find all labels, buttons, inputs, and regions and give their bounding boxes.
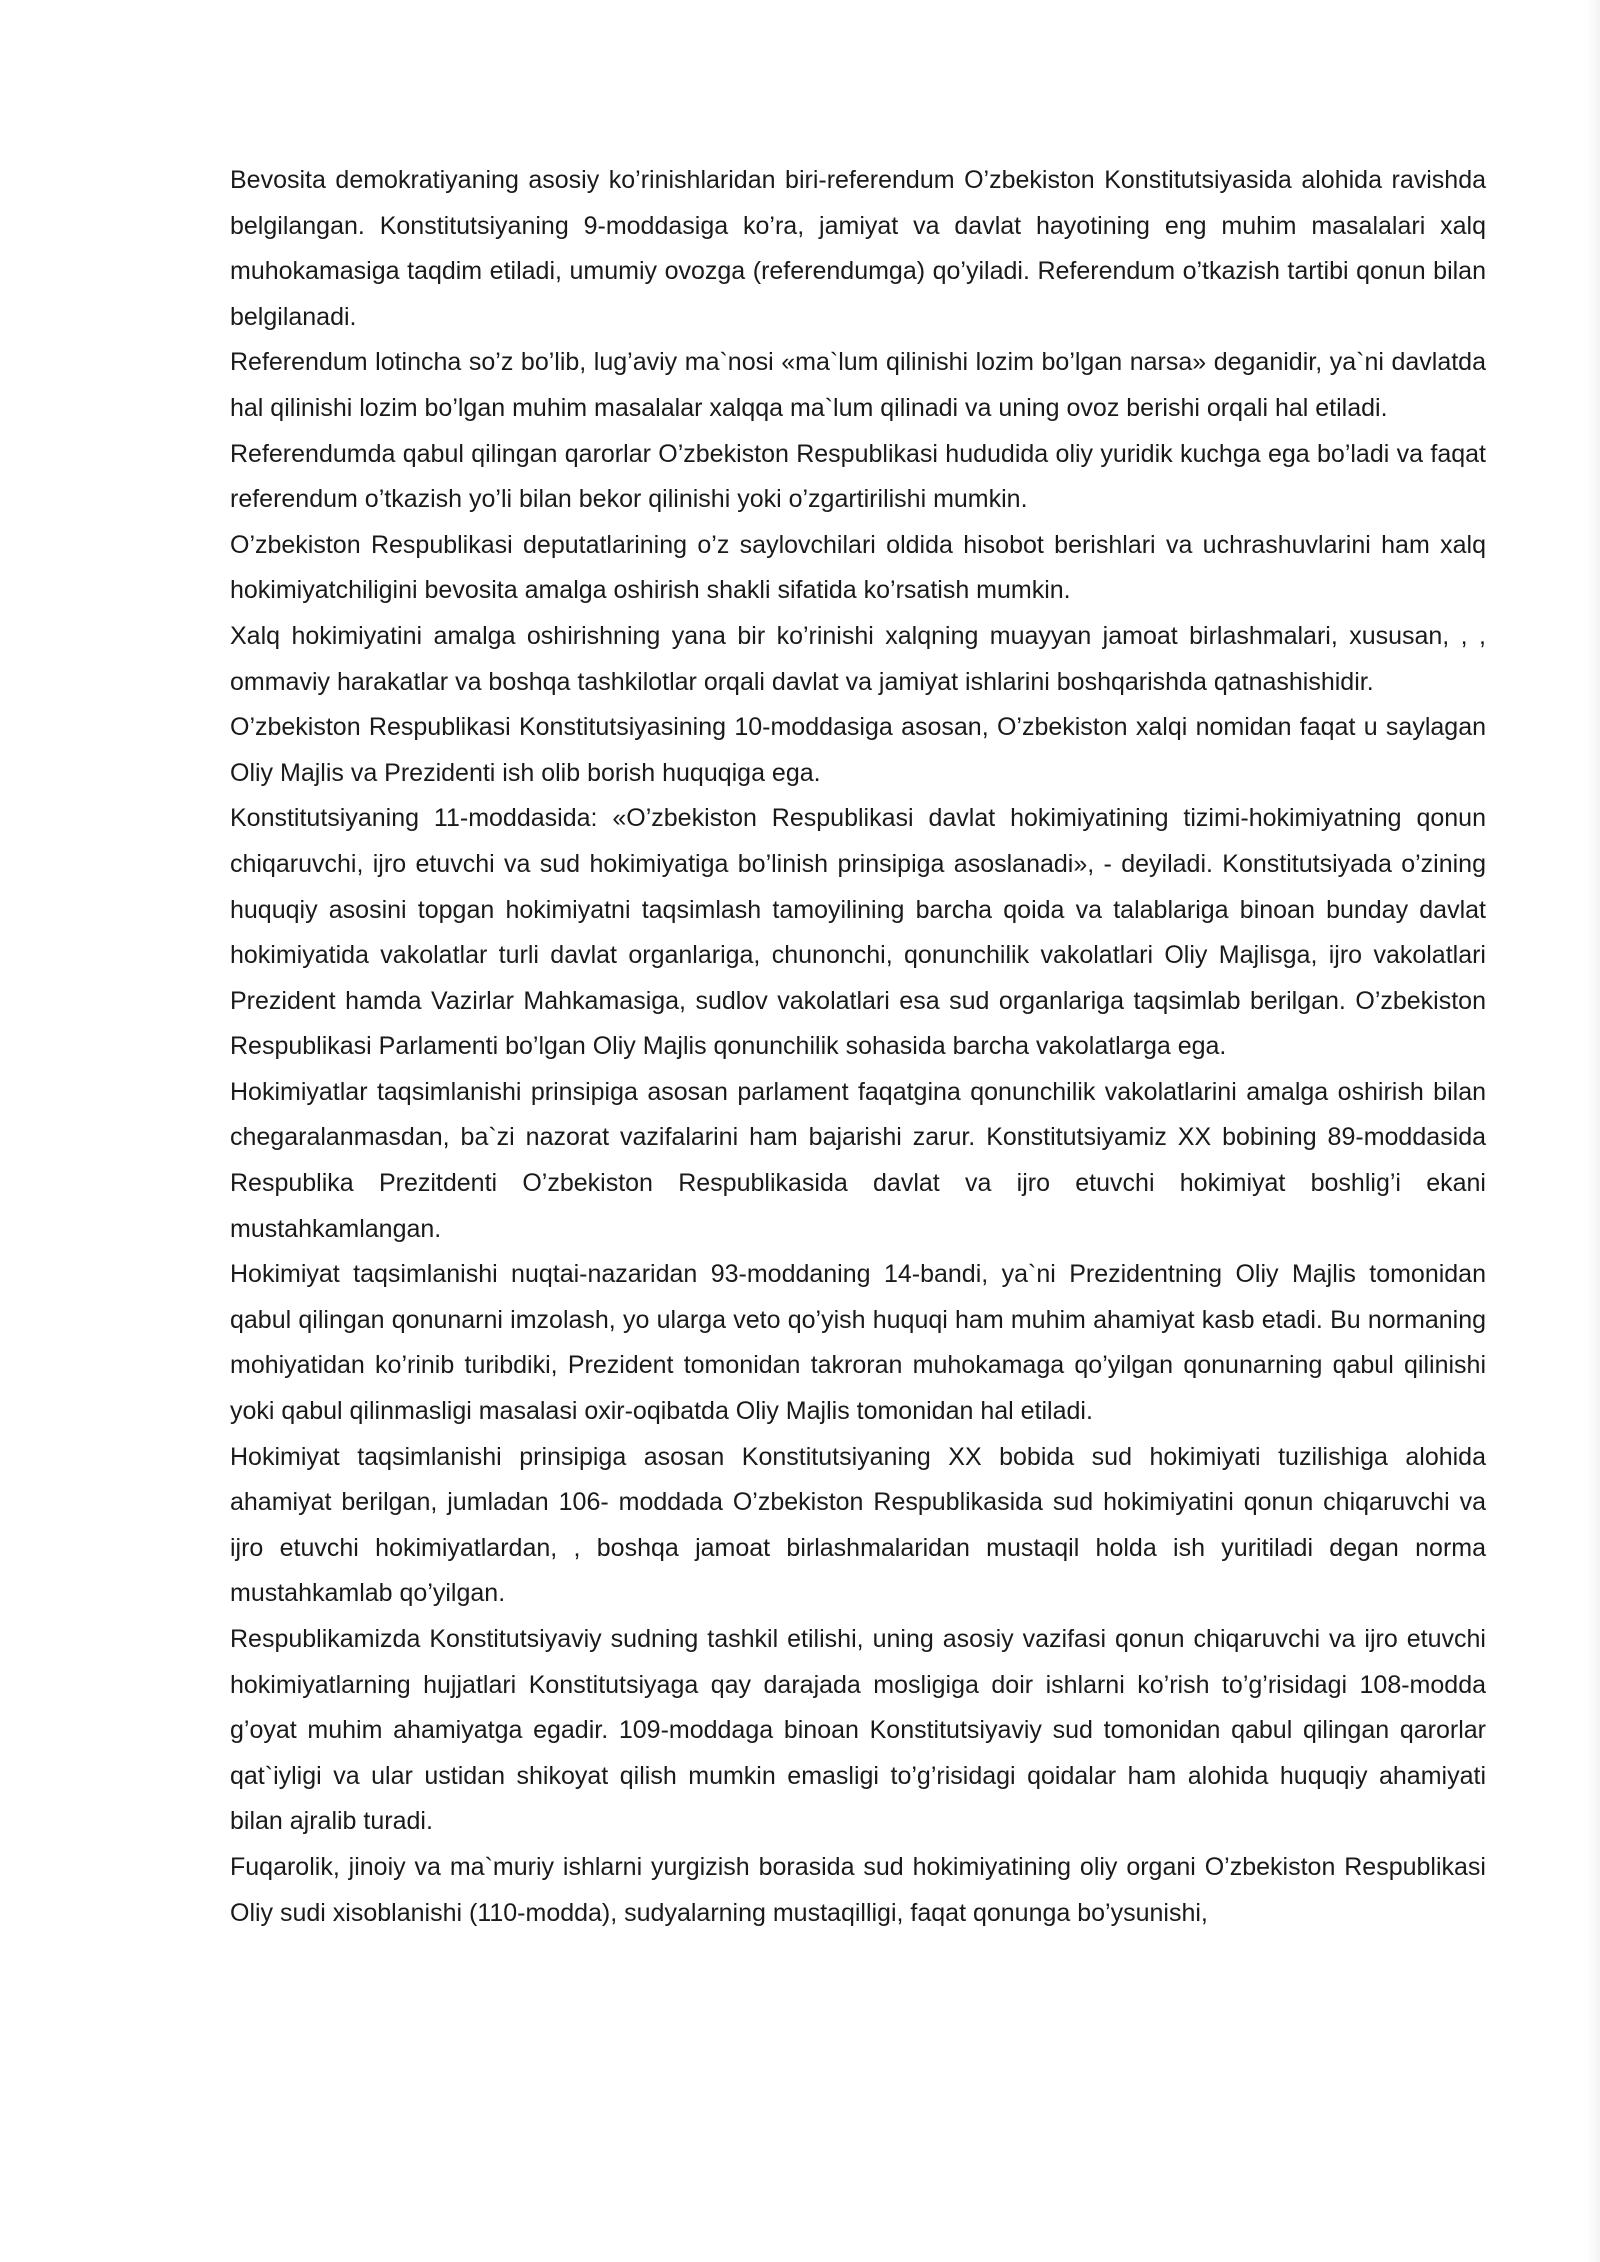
paragraph-separation-parliament: Hokimiyatlar taqsimlanishi prinsipiga asosan parlament faqatgina qonunchilik vakolatlarini amalga oshirish bilan chegaralanmasdan, ba`zi nazorat vazifalarini ham bajarishi zarur. Konstitutsiyamiz XX bobining 89-moddasida Respublika Prezitdenti O’zbekiston Respublikasida davlat va ijro etuvchi hokimiyat boshlig’i ekani mustahkamlangan. — [230, 1077, 1486, 1243]
paragraph-deputies: O’zbekiston Respublikasi deputatlarining o’z saylovchilari oldida hisobot berishlari va uchrashuvlarini ham xalq hokimiyatchiligini bevosita amalga oshirish shakli sifatida ko’rsatish mumkin. — [230, 530, 1486, 605]
paragraph-article-93: Hokimiyat taqsimlanishi nuqtai-nazaridan 93-moddaning 14-bandi, ya`ni Prezidentning Oliy Majlis tomonidan qabul qilingan qonunarni imzolash, yo ularga veto qo’yish huquqi ham muhim ahamiyat kasb etadi. Bu normaning mohiyatidan ko’rinib turibdiki, Prezident tomonidan takroran muhokamaga qo’yilgan qonunarning qabul qilinishi yoki qabul qilinmasligi masalasi oxir-oqibatda Oliy Majlis tomonidan hal etiladi. — [230, 1260, 1486, 1426]
paragraph-judicial-power: Hokimiyat taqsimlanishi prinsipiga asosan Konstitutsiyaning XX bobida sud hokimiyati tuzilishiga alohida ahamiyat berilgan, jumladan 106- moddada O’zbekiston Respublikasida sud hokimiyatini qonun chiqaruvchi va ijro etuvchi hokimiyatlardan, , boshqa jamoat birlashmalaridan mustaqil holda ish yuritiladi degan norma mustahkamlab qo’yilgan. — [230, 1442, 1486, 1608]
paragraph-constitutional-court: Respublikamizda Konstitutsiyaviy sudning tashkil etilishi, uning asosiy vazifasi qonun chiqaruvchi va ijro etuvchi hokimiyatlarning hujjatlari Konstitutsiyaga qay darajada mosligiga doir ishlarni ko’rish to’g’risidagi 108-modda g’oyat muhim ahamiyatga egadir. 109-moddaga binoan Konstitutsiyaviy sud tomonidan qabul qilingan qarorlar qat`iyligi va ular ustidan shikoyat qilish mumkin emasligi to’g’risidagi qoidalar ham alohida huquqiy ahamiyati bilan ajralib turadi. — [230, 1625, 1486, 1836]
paragraph-referendum-intro: Bevosita demokratiyaning asosiy ko’rinishlaridan biri-referendum O’zbekiston Konstitutsiyasida alohida ravishda belgilangan. Konstitutsiyaning 9-moddasiga ko’ra, jamiyat va davlat hayotining eng muhim masalalari xalq muhokamasiga taqdim etiladi, umumiy ovozga (referendumga) qo’yiladi. Referendum o’tkazish tartibi qonun bilan belgilanadi. — [230, 166, 1486, 331]
paragraph-article-10: O’zbekiston Respublikasi Konstitutsiyasining 10-moddasiga asosan, O’zbekiston xalqi nomidan faqat u saylagan Oliy Majlis va Prezidenti ish olib borish huquqiga ega. — [230, 713, 1486, 787]
paragraph-referendum-force: Referendumda qabul qilingan qarorlar O’zbekiston Respublikasi hududida oliy yuridik kuchga ega bo’ladi va faqat referendum o’tkazish yo’li bilan bekor qilinishi yoki o’zgartirilishi mumkin. — [230, 439, 1486, 514]
paragraph-supreme-court: Fuqarolik, jinoiy va ma`muriy ishlarni yurgizish borasida sud hokimiyatining oliy organi O’zbekiston Respublikasi Oliy sudi xisoblanishi (110-modda), sudyalarning mustaqilligi, faqat qonunga bo’ysunishi, — [230, 1852, 1486, 1927]
paragraph-referendum-meaning: Referendum lotincha so’z bo’lib, lug’aviy ma`nosi «ma`lum qilinishi lozim bo’lgan narsa» deganidir, ya`ni davlatda hal qilinishi lozim bo’lgan muhim masalalar xalqqa ma`lum qilinadi va uning ovoz berishi orqali hal etiladi. — [230, 348, 1486, 422]
page-edge-shadow — [1586, 0, 1600, 2262]
paragraph-public-associations: Xalq hokimiyatini amalga oshirishning yana bir ko’rinishi xalqning muayyan jamoat birlashmalari, xususan, , , ommaviy harakatlar va boshqa tashkilotlar orqali davlat va jamiyat ishlarini boshqarishda qatnashishidir. — [230, 621, 1486, 696]
paragraph-article-11: Konstitutsiyaning 11-moddasida: «O’zbekiston Respublikasi davlat hokimiyatining tizimi-hokimiyatning qonun chiqaruvchi, ijro etuvchi va sud hokimiyatiga bo’linish prinsipiga asoslanadi», - deyiladi. Konstitutsiyada o’zining huquqiy asosini topgan hokimiyatni taqsimlash tamoyilining barcha qoida va talablariga binoan bunday davlat hokimiyatida vakolatlar turli davlat organlariga, chunonchi, qonunchilik vakolatlari Oliy Majlisga, ijro vakolatlari Prezident hamda Vazirlar Mahkamasiga, sudlov vakolatlari esa sud organlariga taqsimlab berilgan. O’zbekiston Respublikasi Parlamenti bo’lgan Oliy Majlis qonunchilik sohasida barcha vakolatlarga ega. — [230, 804, 1486, 1061]
document-body — [230, 158, 1486, 1936]
